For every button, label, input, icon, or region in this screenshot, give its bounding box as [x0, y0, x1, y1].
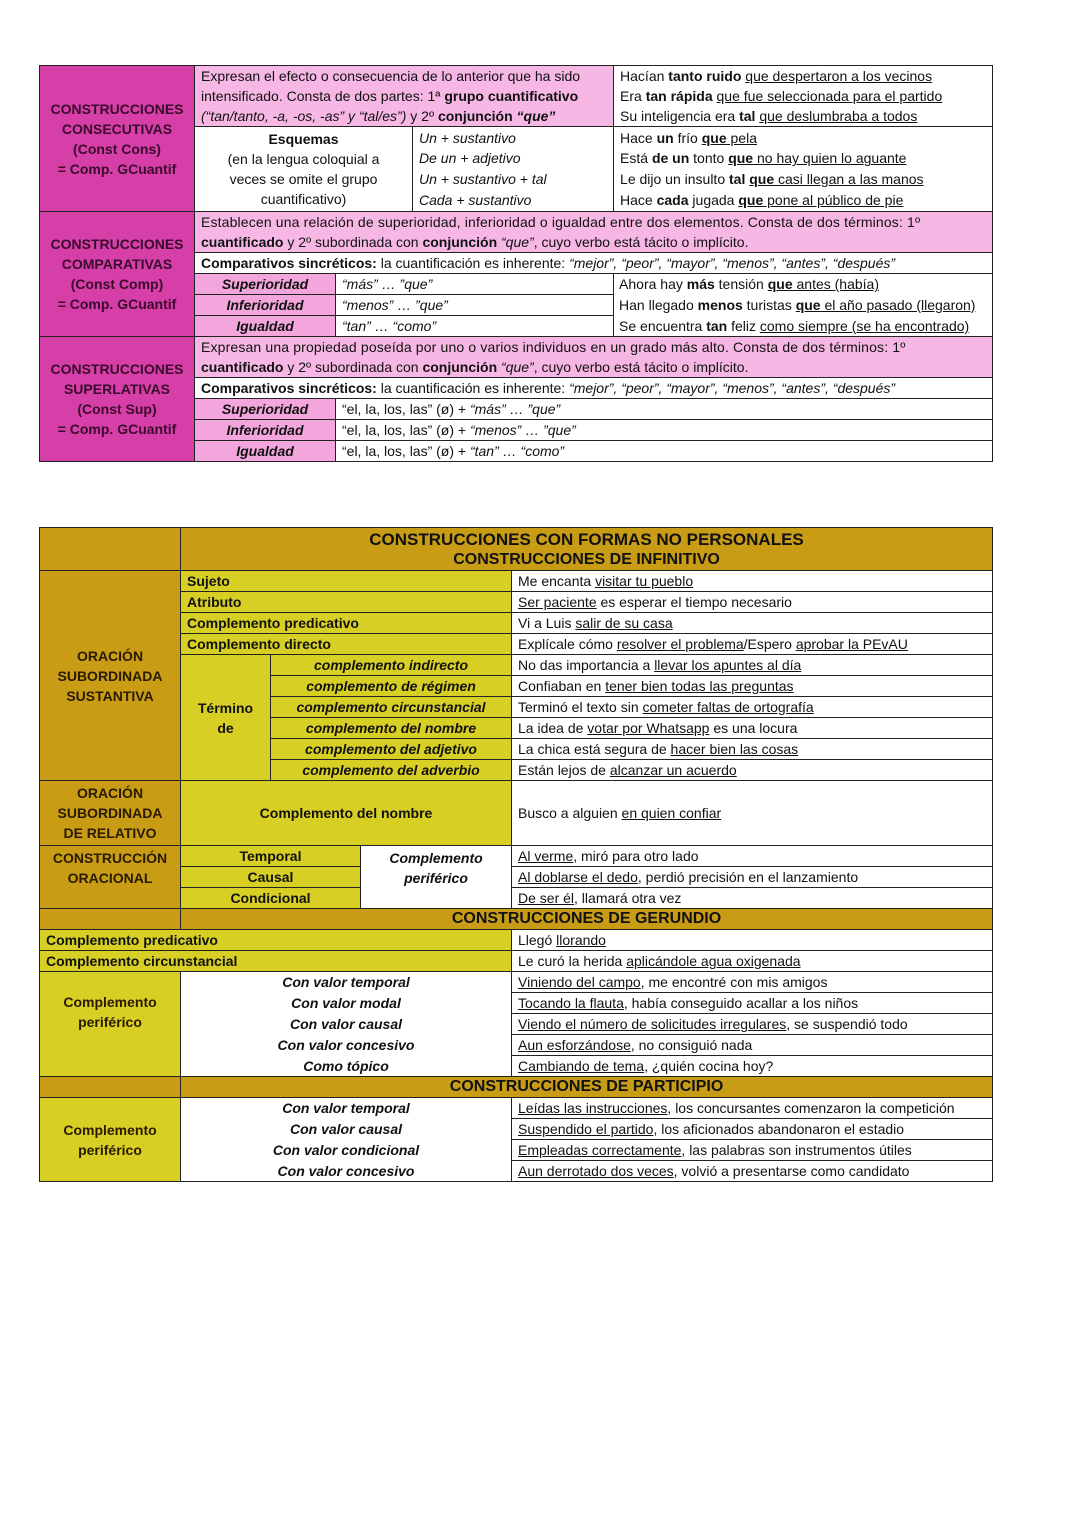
term-complemento-indirecto: complemento indirecto: [271, 655, 512, 676]
comp-superioridad-label: Superioridad: [195, 274, 336, 295]
ger-complemento-predicativo: Complemento predicativo: [40, 930, 512, 951]
ex-atributo: Ser paciente es esperar el tiempo necesario: [512, 592, 993, 613]
ex-complemento-circunstancial: Terminó el texto sin cometer faltas de ortografía: [512, 697, 993, 718]
consecutivas-definition-line-2: intensificado. Consta de dos partes: 1ª grupo cuantificativo: [195, 86, 614, 106]
comp-igualdad-label: Igualdad: [195, 316, 336, 337]
comp-igualdad-formula: “tan” … “como”: [336, 316, 614, 337]
comp-inferioridad-formula: “menos” … ”que”: [336, 295, 614, 316]
infinitive-title: CONSTRUCCIONES DE INFINITIVO: [181, 550, 993, 571]
superlativas-definition-line-1: Expresan una propiedad poseída por uno o varios individuos en un grado más alto. Consta de dos términos: 1º: [195, 337, 993, 358]
sustantiva-label: ORACIÓN SUBORDINADA SUSTANTIVA: [40, 571, 181, 781]
relativo-label: ORACIÓN SUBORDINADA DE RELATIVO: [40, 781, 181, 846]
func-complemento-predicativo: Complemento predicativo: [181, 613, 512, 634]
ger-valor-temporal: Con valor temporal: [181, 972, 512, 993]
relativo-example: Busco a alguien en quien confiar: [512, 781, 993, 846]
oracional-label: CONSTRUCCIÓN ORACIONAL: [40, 846, 181, 909]
consecutivas-definition-line-1: Expresan el efecto o consecuencia de lo anterior que ha sido: [195, 66, 614, 87]
scheme-3: Un + sustantivo + tal: [413, 169, 614, 190]
consecutivas-example-3: Su inteligencia era tal que deslumbraba a todos: [614, 106, 993, 127]
ex-sujeto: Me encanta visitar tu pueblo: [512, 571, 993, 592]
term-complemento-adverbio: complemento del adverbio: [271, 760, 512, 781]
termino-de-label: Término de: [181, 655, 271, 781]
term-complemento-regimen: complemento de régimen: [271, 676, 512, 697]
func-complemento-directo: Complemento directo: [181, 634, 512, 655]
ger-como-topico: Como tópico: [181, 1056, 512, 1077]
ex-ger-predicativo: Llegó llorando: [512, 930, 993, 951]
ex-complemento-indirecto: No das importancia a llevar los apuntes al día: [512, 655, 993, 676]
sup-superioridad-formula: “el, la, los, las” (ø) + “más” … ”que”: [336, 399, 993, 420]
ex-complemento-adjetivo: La chica está segura de hacer bien las cosas: [512, 739, 993, 760]
header-corner: [40, 528, 181, 571]
ex-ger-temporal: Viniendo del campo, me encontré con mis amigos: [512, 972, 993, 993]
ex-par-concesivo: Aun derrotado dos veces, volvió a presentarse como candidato: [512, 1161, 993, 1182]
non-personal-forms-table: [39, 527, 993, 1182]
ger-periferico-label: Complemento periférico: [40, 972, 181, 1077]
ex-par-temporal: Leídas las instrucciones, los concursantes comenzaron la competición: [512, 1098, 993, 1119]
main-title: CONSTRUCCIONES CON FORMAS NO PERSONALES: [181, 528, 993, 551]
sup-inferioridad-label: Inferioridad: [195, 420, 336, 441]
orac-condicional: Condicional: [181, 888, 361, 909]
scheme-1: Un + sustantivo: [413, 127, 614, 149]
sup-inferioridad-formula: “el, la, los, las” (ø) + “menos” … ”que”: [336, 420, 993, 441]
scheme-4: Cada + sustantivo: [413, 190, 614, 212]
relativo-function: Complemento del nombre: [181, 781, 512, 846]
superlativas-label: CONSTRUCCIONES SUPERLATIVAS (Const Sup) = Comp. GCuantif: [40, 337, 195, 462]
participle-title: CONSTRUCCIONES DE PARTICIPIO: [181, 1077, 993, 1098]
sup-igualdad-formula: “el, la, los, las” (ø) + “tan” … “como”: [336, 441, 993, 462]
par-periferico-label: Complemento periférico: [40, 1098, 181, 1182]
comp-inferioridad-example: Han llegado menos turistas que el año pasado (llegaron): [614, 295, 993, 316]
func-sujeto: Sujeto: [181, 571, 512, 592]
ex-ger-causal: Viendo el número de solicitudes irregulares, se suspendió todo: [512, 1014, 993, 1035]
comp-superioridad-formula: “más” … ”que”: [336, 274, 614, 295]
quantifier-constructions-table: [39, 65, 993, 462]
consecutivas-example-1: Hacían tanto ruido que despertaron a los vecinos: [614, 66, 993, 87]
orac-complemento-periferico: Complemento periférico: [361, 846, 512, 909]
ex-complemento-nombre: La idea de votar por Whatsapp es una locura: [512, 718, 993, 739]
consecutivas-example-7: Hace cada jugada que pone al público de pie: [614, 190, 993, 212]
consecutivas-example-5: Está de un tonto que no hay quien lo aguante: [614, 148, 993, 169]
par-valor-causal: Con valor causal: [181, 1119, 512, 1140]
gerund-header-corner: [40, 909, 181, 930]
consecutivas-label: CONSTRUCCIONES CONSECUTIVAS (Const Cons) = Comp. GCuantif: [40, 66, 195, 212]
ex-ger-modal: Tocando la flauta, había conseguido acallar a los niños: [512, 993, 993, 1014]
ger-valor-modal: Con valor modal: [181, 993, 512, 1014]
ex-ger-circunstancial: Le curó la herida aplicándole agua oxigenada: [512, 951, 993, 972]
gerund-title: CONSTRUCCIONES DE GERUNDIO: [181, 909, 993, 930]
term-complemento-nombre: complemento del nombre: [271, 718, 512, 739]
comparativas-definition-line-1: Establecen una relación de superioridad, inferioridad o igualdad entre dos elementos. Consta de dos términos: 1º: [195, 212, 993, 233]
ger-valor-causal: Con valor causal: [181, 1014, 512, 1035]
scheme-2: De un + adjetivo: [413, 148, 614, 169]
consecutivas-example-6: Le dijo un insulto tal que casi llegan a las manos: [614, 169, 993, 190]
ex-ger-concesivo: Aun esforzándose, no consiguió nada: [512, 1035, 993, 1056]
ger-complemento-circunstancial: Complemento circunstancial: [40, 951, 512, 972]
ex-orac-temporal: Al verme, miró para otro lado: [512, 846, 993, 867]
func-atributo: Atributo: [181, 592, 512, 613]
comparativas-syncretic: Comparativos sincréticos: la cuantificación es inherente: “mejor”, “peor”, “mayor”, “menos”, “antes”, “después”: [195, 253, 993, 274]
consecutivas-example-4: Hace un frío que pela: [614, 127, 993, 149]
ex-complemento-regimen: Confiaban en tener bien todas las preguntas: [512, 676, 993, 697]
ex-complemento-adverbio: Están lejos de alcanzar un acuerdo: [512, 760, 993, 781]
comparativas-definition-line-2: cuantificado y 2º subordinada con conjunción “que”, cuyo verbo está tácito o implícito.: [195, 232, 993, 253]
consecutivas-definition-line-3: (“tan/tanto, -a, -os, -as” y “tal/es”) y 2º conjunción “que”: [195, 106, 614, 127]
comp-igualdad-example: Se encuentra tan feliz como siempre (se ha encontrado): [614, 316, 993, 337]
par-valor-condicional: Con valor condicional: [181, 1140, 512, 1161]
term-complemento-circunstancial: complemento circunstancial: [271, 697, 512, 718]
term-complemento-adjetivo: complemento del adjetivo: [271, 739, 512, 760]
ex-orac-condicional: De ser él, llamará otra vez: [512, 888, 993, 909]
consecutivas-example-2: Era tan rápida que fue seleccionada para el partido: [614, 86, 993, 106]
orac-temporal: Temporal: [181, 846, 361, 867]
par-valor-concesivo: Con valor concesivo: [181, 1161, 512, 1182]
ex-ger-topico: Cambiando de tema, ¿quién cocina hoy?: [512, 1056, 993, 1077]
sup-superioridad-label: Superioridad: [195, 399, 336, 420]
superlativas-definition-line-2: cuantificado y 2º subordinada con conjunción “que”, cuyo verbo está tácito o implícito.: [195, 357, 993, 378]
esquemas-cell: Esquemas (en la lengua coloquial a veces se omite el grupo cuantificativo): [195, 127, 413, 212]
ex-complemento-directo: Explícale cómo resolver el problema/Espero aprobar la PEvAU: [512, 634, 993, 655]
participle-header-corner: [40, 1077, 181, 1098]
comp-superioridad-example: Ahora hay más tensión que antes (había): [614, 274, 993, 295]
orac-causal: Causal: [181, 867, 361, 888]
par-valor-temporal: Con valor temporal: [181, 1098, 512, 1119]
comparativas-label: CONSTRUCCIONES COMPARATIVAS (Const Comp) = Comp. GCuantif: [40, 212, 195, 337]
ex-par-causal: Suspendido el partido, los aficionados abandonaron el estadio: [512, 1119, 993, 1140]
sup-igualdad-label: Igualdad: [195, 441, 336, 462]
superlativas-syncretic: Comparativos sincréticos: la cuantificación es inherente: “mejor”, “peor”, “mayor”, “menos”, “antes”, “después”: [195, 378, 993, 399]
ex-orac-causal: Al doblarse el dedo, perdió precisión en el lanzamiento: [512, 867, 993, 888]
ex-par-condicional: Empleadas correctamente, las palabras son instrumentos útiles: [512, 1140, 993, 1161]
comp-inferioridad-label: Inferioridad: [195, 295, 336, 316]
ger-valor-concesivo: Con valor concesivo: [181, 1035, 512, 1056]
ex-complemento-predicativo: Vi a Luis salir de su casa: [512, 613, 993, 634]
